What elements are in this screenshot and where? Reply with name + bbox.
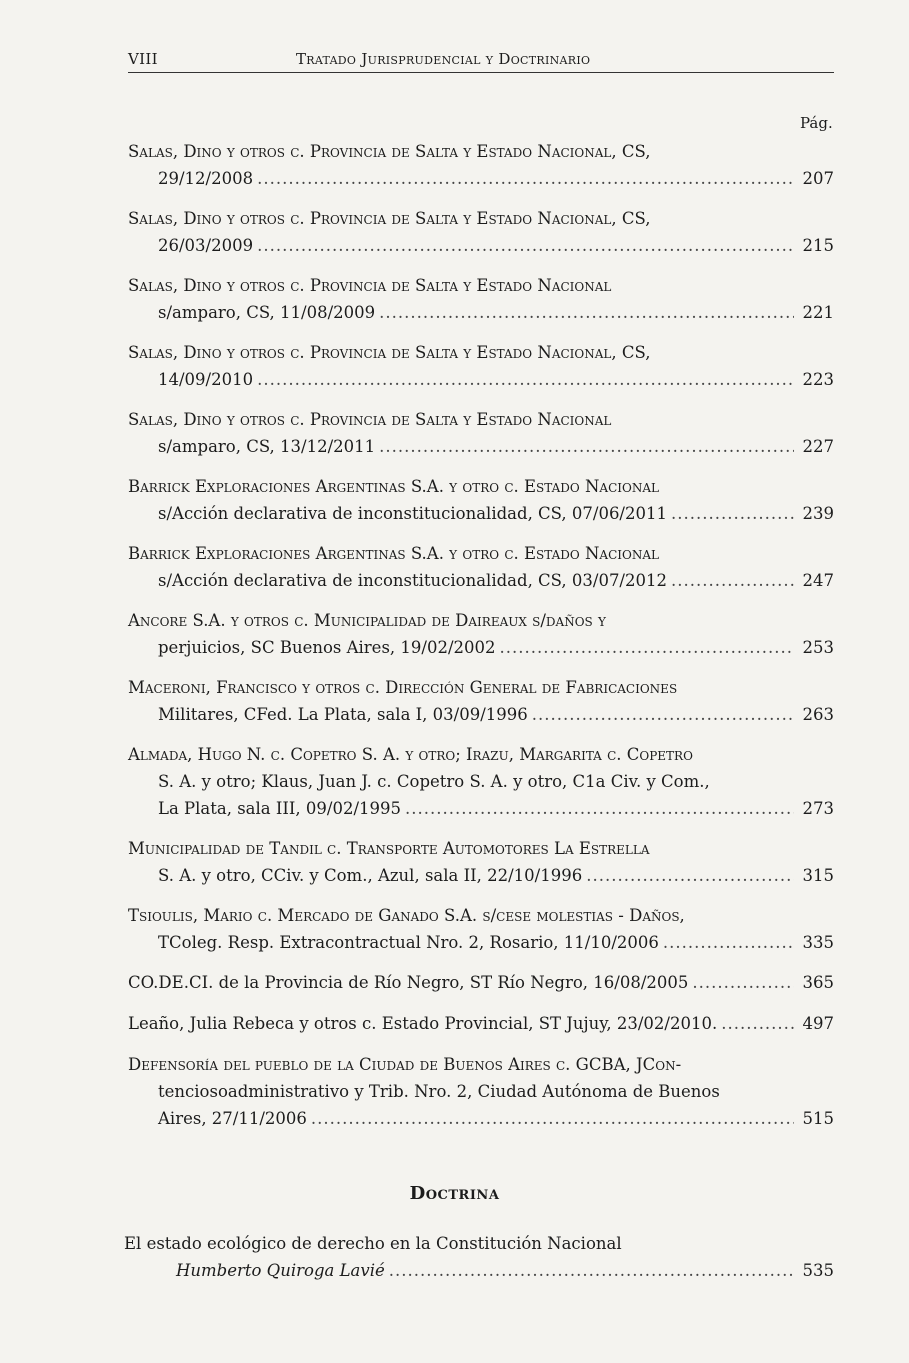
toc-entry-last-line xyxy=(128,299,834,326)
doctrina-heading: Doctrina xyxy=(409,1183,500,1204)
leader-dots xyxy=(389,1257,794,1284)
toc-entry-text: Militares, CFed. La Plata, sala I, 03/09/1996 xyxy=(158,705,528,724)
leader-dots xyxy=(379,433,794,460)
toc-entry-text: La Plata, sala III, 09/02/1995 xyxy=(158,799,402,818)
toc-entry-text: Aires, 27/11/2006 xyxy=(158,1109,307,1128)
toc-entry-page: 335 xyxy=(802,933,834,952)
toc-entry-page: 227 xyxy=(802,437,834,456)
toc-entry xyxy=(128,607,834,661)
toc-entry-page: 253 xyxy=(802,638,834,657)
toc-entry-text: s/Acción declarativa de inconstitucionalidad, CS, 07/06/2011 xyxy=(158,504,667,523)
doctrina-entry-author: Humberto Quiroga Lavié xyxy=(176,1261,385,1280)
toc-entry-page: 273 xyxy=(802,799,834,818)
toc-entry xyxy=(128,540,834,594)
toc-entry xyxy=(128,339,834,393)
toc-entry xyxy=(128,902,834,956)
leader-dots xyxy=(405,795,794,822)
toc-entry-text: s/Acción declarativa de inconstitucionalidad, CS, 03/07/2012 xyxy=(158,571,667,590)
toc-entry-line: Salas, Dino y otros c. Provincia de Salta y Estado Nacional, CS, xyxy=(128,209,651,228)
toc-entry-line: Almada, Hugo N. c. Copetro S. A. y otro; Irazu, Margarita c. Copetro xyxy=(128,745,693,764)
doctrina-entry-author-line xyxy=(124,1257,834,1284)
leader-dots xyxy=(532,701,794,728)
toc-entry xyxy=(128,406,834,460)
toc-entry-line: Salas, Dino y otros c. Provincia de Salta y Estado Nacional xyxy=(128,276,612,295)
toc-entry-text: S. A. y otro, CCiv. y Com., Azul, sala II, 22/10/1996 xyxy=(158,866,583,885)
toc-entry-last-line xyxy=(128,795,834,822)
leader-dots xyxy=(257,366,794,393)
toc-entry-line: Barrick Exploraciones Argentinas S.A. y otro c. Estado Nacional xyxy=(128,477,659,496)
toc-entry-line: Salas, Dino y otros c. Provincia de Salta y Estado Nacional, CS, xyxy=(128,343,651,362)
toc-entry xyxy=(128,741,834,822)
toc-entry-line: Maceroni, Francisco y otros c. Dirección General de Fabricaciones xyxy=(128,678,678,697)
leader-dots xyxy=(257,232,794,259)
leader-dots xyxy=(671,567,794,594)
toc-entry-page: 263 xyxy=(802,705,834,724)
toc-entry xyxy=(128,1051,834,1132)
toc-entry-line: S. A. y otro; Klaus, Juan J. c. Copetro S. A. y otro, C1a Civ. y Com., xyxy=(158,772,710,791)
toc-entry xyxy=(128,272,834,326)
leader-dots xyxy=(379,299,794,326)
doctrina-entry-title: El estado ecológico de derecho en la Constitución Nacional xyxy=(124,1234,622,1253)
leader-dots xyxy=(311,1105,794,1132)
leader-dots xyxy=(721,1010,794,1037)
toc-entry-last-line xyxy=(128,1105,834,1132)
toc-entry xyxy=(128,969,834,996)
toc-entry-text: 26/03/2009 xyxy=(158,236,254,255)
toc-entry-line: Ancore S.A. y otros c. Municipalidad de Daireaux s/daños y xyxy=(128,611,606,630)
page-column-label: Pág. xyxy=(800,114,833,132)
toc-entry-last-line xyxy=(128,567,834,594)
toc-entry-last-line xyxy=(128,634,834,661)
toc-entry-last-line xyxy=(128,165,834,192)
toc-entry-line: Municipalidad de Tandil c. Transporte Automotores La Estrella xyxy=(128,839,650,858)
toc-entry-line: Tsioulis, Mario c. Mercado de Ganado S.A. s/cese molestias - Daños, xyxy=(128,906,685,925)
leader-dots xyxy=(692,969,794,996)
toc-entry-page: 223 xyxy=(802,370,834,389)
leader-dots xyxy=(663,929,794,956)
toc-entry-last-line xyxy=(128,232,834,259)
toc-entry xyxy=(128,835,834,889)
leader-dots xyxy=(500,634,794,661)
toc-entry-page: 239 xyxy=(802,504,834,523)
toc-entry-last-line xyxy=(128,366,834,393)
toc-entry-line: tenciosoadministrativo y Trib. Nro. 2, Ciudad Autónoma de Buenos xyxy=(158,1082,720,1101)
toc-entry-last-line xyxy=(128,862,834,889)
running-header xyxy=(128,46,834,73)
toc-entry-text: perjuicios, SC Buenos Aires, 19/02/2002 xyxy=(158,638,496,657)
header-page-number: VIII xyxy=(128,50,158,68)
toc-entry xyxy=(128,205,834,259)
toc-entry-last-line xyxy=(128,1010,834,1037)
leader-dots xyxy=(671,500,794,527)
leader-dots xyxy=(257,165,794,192)
toc-entry-page: 365 xyxy=(802,973,834,992)
leader-dots xyxy=(586,862,794,889)
toc-entry-text: 29/12/2008 xyxy=(158,169,254,188)
toc-entry-page: 215 xyxy=(802,236,834,255)
toc-entry-text: 14/09/2010 xyxy=(158,370,254,389)
toc-entry-line: Barrick Exploraciones Argentinas S.A. y otro c. Estado Nacional xyxy=(128,544,659,563)
doctrina-entry xyxy=(124,1230,834,1284)
toc-entry-last-line xyxy=(128,929,834,956)
toc-entry-text: s/amparo, CS, 11/08/2009 xyxy=(158,303,376,322)
toc-entry xyxy=(128,1010,834,1037)
doctrina-entry-page: 535 xyxy=(802,1261,834,1280)
toc-entry-line: Defensoría del pueblo de la Ciudad de Buenos Aires c. GCBA, JCon- xyxy=(128,1055,682,1074)
toc-entry-page: 207 xyxy=(802,169,834,188)
toc-entry-page: 315 xyxy=(802,866,834,885)
toc-entry-last-line xyxy=(128,500,834,527)
toc-entry-last-line xyxy=(128,433,834,460)
toc-entry-line: Salas, Dino y otros c. Provincia de Salta y Estado Nacional, CS, xyxy=(128,142,651,161)
toc-entry-page: 221 xyxy=(802,303,834,322)
toc-entry-text: s/amparo, CS, 13/12/2011 xyxy=(158,437,376,456)
toc-entry-page: 247 xyxy=(802,571,834,590)
toc-entry-last-line xyxy=(128,969,834,996)
toc-entry-page: 515 xyxy=(802,1109,834,1128)
toc-entry-line: Salas, Dino y otros c. Provincia de Salta y Estado Nacional xyxy=(128,410,612,429)
toc-entry-text: CO.DE.CI. de la Provincia de Río Negro, ST Río Negro, 16/08/2005 xyxy=(128,973,689,992)
toc-entry xyxy=(128,674,834,728)
toc-entry xyxy=(128,473,834,527)
toc-entry-last-line xyxy=(128,701,834,728)
toc-entry xyxy=(128,138,834,192)
toc-entry-page: 497 xyxy=(802,1014,834,1033)
toc-entry-text: TColeg. Resp. Extracontractual Nro. 2, Rosario, 11/10/2006 xyxy=(158,933,659,952)
header-title: Tratado Jurisprudencial y Doctrinario xyxy=(296,50,591,68)
toc-entry-text: Leaño, Julia Rebeca y otros c. Estado Provincial, ST Jujuy, 23/02/2010. xyxy=(128,1014,718,1033)
